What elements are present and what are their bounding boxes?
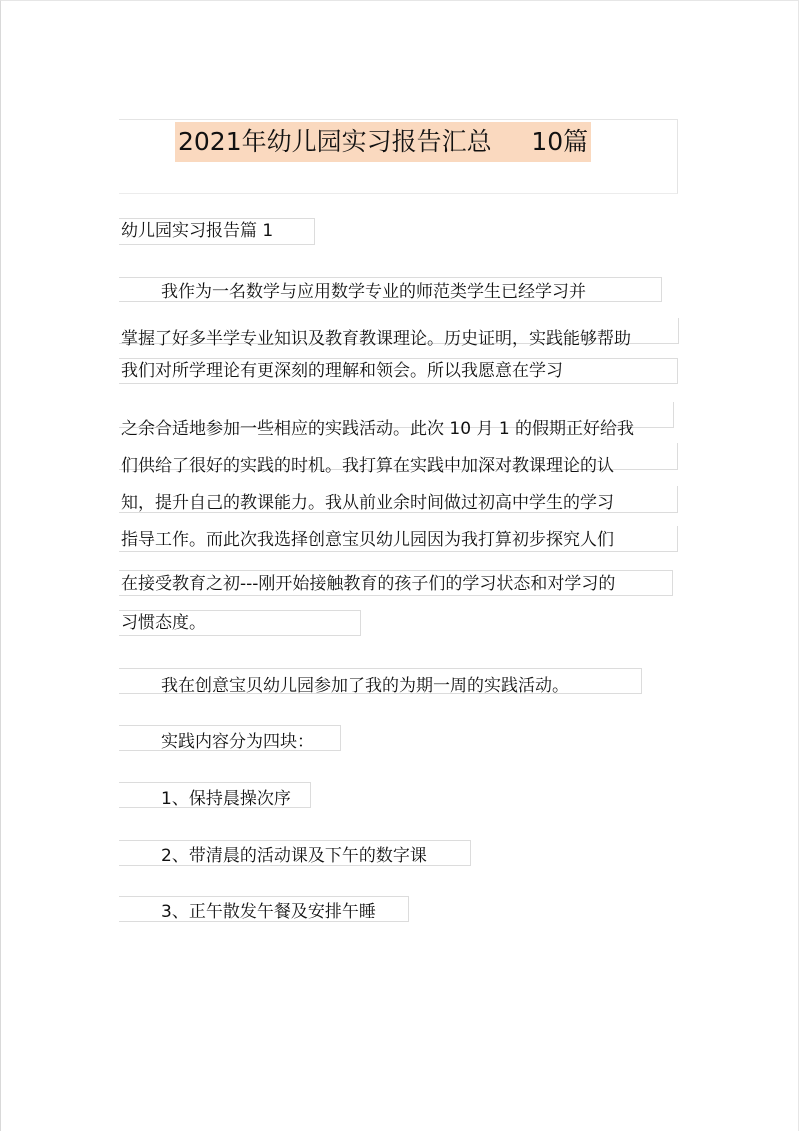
paragraph-line: 之余合适地参加一些相应的实践活动。此次 10 月 1 的假期正好给我: [121, 419, 635, 439]
list-item: 3、正午散发午餐及安排午睡: [161, 902, 376, 922]
document-title: 2021年幼儿园实习报告汇总 10篇: [175, 122, 591, 162]
list-item: 2、带清晨的活动课及下午的数字课: [161, 846, 427, 866]
paragraph-line: 知，提升自己的教课能力。我从前业余时间做过初高中学生的学习: [121, 493, 614, 513]
paragraph-line: 指导工作。而此次我选择创意宝贝幼儿园因为我打算初步探究人们: [121, 530, 614, 550]
paragraph-line: 在接受教育之初---刚开始接触教育的孩子们的学习状态和对学习的: [121, 574, 616, 594]
paragraph-line: 习惯态度。: [121, 613, 206, 633]
paragraph-line: 我作为一名数学与应用数学专业的师范类学生已经学习并: [161, 282, 586, 302]
paragraph-line: 我们对所学理论有更深刻的理解和领会。所以我愿意在学习: [121, 361, 563, 381]
paragraph-line: 们供给了很好的实践的时机。我打算在实践中加深对教课理论的认: [121, 456, 614, 476]
section-heading: 幼儿园实习报告篇 1: [121, 221, 274, 241]
paragraph-line: 我在创意宝贝幼儿园参加了我的为期一周的实践活动。: [161, 676, 569, 696]
paragraph-line: 掌握了好多半学专业知识及教育教课理论。历史证明，实践能够帮助: [121, 329, 631, 349]
list-item: 1、保持晨操次序: [161, 789, 291, 809]
paragraph-line: 实践内容分为四块：: [161, 732, 314, 752]
